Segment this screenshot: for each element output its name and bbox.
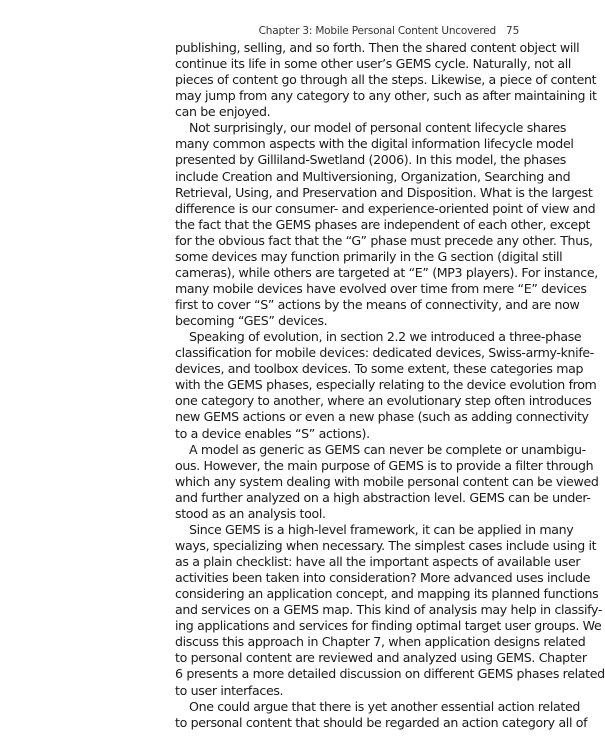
text-line: Not surprisingly, our model of personal content lifecycle shares bbox=[189, 120, 567, 136]
text-line: some devices may function primarily in the G section (digital still bbox=[175, 248, 563, 264]
text-line: Speaking of evolution, in section 2.2 we introduced a three-phase bbox=[189, 329, 582, 345]
text-line: to personal content that should be regarded an action category all of bbox=[175, 714, 588, 730]
text-line: can be enjoyed. bbox=[175, 104, 271, 120]
paragraph bbox=[175, 40, 597, 120]
text-line: cameras), while others are targeted at “E” (MP3 players). For instance, bbox=[175, 264, 598, 280]
text-line: to a device enables “S” actions). bbox=[175, 425, 370, 441]
text-line: ing applications and services for finding optimal target user groups. We bbox=[175, 618, 602, 634]
text-line: discuss this approach in Chapter 7, when application designs related bbox=[175, 634, 586, 650]
paragraph bbox=[175, 329, 597, 441]
text-line: Retrieval, Using, and Preservation and Disposition. What is the largest bbox=[175, 184, 593, 200]
text-line: ous. However, the main purpose of GEMS is to provide a filter through bbox=[175, 457, 594, 473]
text-line: new GEMS actions or even a new phase (such as adding connectivity bbox=[175, 409, 589, 425]
text-line: difference is our consumer- and experience-oriented point of view and bbox=[175, 200, 596, 216]
text-line: A model as generic as GEMS can never be complete or unambigu- bbox=[189, 441, 586, 457]
text-line: to user interfaces. bbox=[175, 682, 284, 698]
text-line: to personal content are reviewed and analyzed using GEMS. Chapter bbox=[175, 650, 587, 666]
text-line: considering an application concept, and mapping its planned functions bbox=[175, 586, 599, 602]
text-line: publishing, selling, and so forth. Then the shared content object will bbox=[175, 40, 580, 55]
running-title: Chapter 3: Mobile Personal Content Uncovered bbox=[258, 25, 496, 37]
text-line: many mobile devices have evolved over time from mere “E” devices bbox=[175, 280, 587, 296]
text-line: stood as an analysis tool. bbox=[175, 505, 326, 521]
text-line: many common aspects with the digital information lifecycle model bbox=[175, 136, 574, 152]
running-header bbox=[0, 25, 600, 41]
text-line: ways, specializing when necessary. The simplest cases include using it bbox=[175, 537, 597, 553]
text-line: 6 presents a more detailed discussion on different GEMS phases related bbox=[175, 666, 605, 682]
text-line: which any system dealing with mobile personal content can be viewed bbox=[175, 473, 599, 489]
text-line: first to cover “S” actions by the means of connectivity, and are now bbox=[175, 297, 580, 312]
text-line: the fact that the GEMS phases are independent of each other, except bbox=[175, 216, 591, 232]
text-line: and further analyzed on a high abstraction level. GEMS can be under- bbox=[175, 489, 591, 505]
text-line: for the obvious fact that the “G” phase must precede any other. Thus, bbox=[175, 232, 593, 248]
text-line: pieces of content go through all the steps. Likewise, a piece of content bbox=[175, 72, 597, 88]
text-line: One could argue that there is yet another essential action related bbox=[189, 698, 580, 714]
text-line: with the GEMS phases, especially relating to the device evolution from bbox=[175, 377, 597, 393]
text-line: activities been taken into consideration? More advanced uses include bbox=[175, 570, 591, 586]
body-text bbox=[175, 40, 605, 731]
text-line: continue its life in some other user’s GEMS cycle. Naturally, not all bbox=[175, 56, 572, 72]
text-line: one category to another, where an evolutionary step often introduces bbox=[175, 393, 592, 409]
text-line: include Creation and Multiversioning, Organization, Searching and bbox=[175, 168, 571, 184]
text-line: classification for mobile devices: dedicated devices, Swiss-army-knife- bbox=[175, 345, 594, 361]
text-line: becoming “GES” devices. bbox=[175, 313, 328, 329]
text-line: may jump from any category to any other, such as after maintaining it bbox=[175, 88, 597, 104]
paragraph bbox=[175, 120, 598, 329]
paragraph bbox=[175, 698, 588, 731]
text-line: and services on a GEMS map. This kind of analysis may help in classify- bbox=[175, 602, 603, 618]
page-number: 75 bbox=[506, 25, 520, 37]
text-line: devices, and toolbox devices. To some extent, these categories map bbox=[175, 361, 584, 377]
paragraph bbox=[175, 441, 599, 522]
paragraph bbox=[175, 521, 605, 699]
text-line: Since GEMS is a high-level framework, it can be applied in many bbox=[189, 521, 574, 537]
text-line: presented by Gilliland-Swetland (2006). In this model, the phases bbox=[175, 152, 567, 168]
text-line: as a plain checklist: have all the important aspects of available user bbox=[175, 554, 581, 569]
